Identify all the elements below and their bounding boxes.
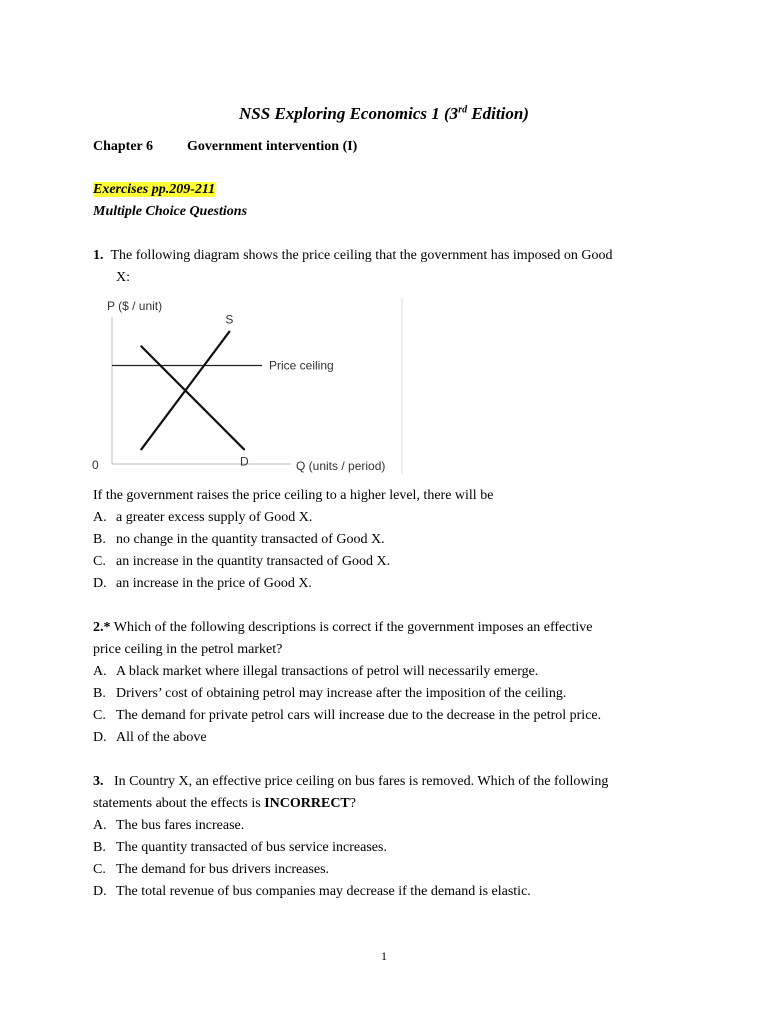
q2-option-b: B. Drivers’ cost of obtaining petrol may increase after the imposition of the ceiling.: [93, 686, 567, 701]
chapter-title: Government intervention (I): [187, 139, 358, 154]
q3-option-c: C. The demand for bus drivers increases.: [93, 862, 330, 877]
q3-option-b: B. The quantity transacted of bus service increases.: [93, 840, 387, 855]
plot-area: [112, 313, 334, 469]
q1-line2: X:: [116, 270, 130, 285]
q1-stem: If the government raises the price ceiling to a higher level, there will be: [93, 488, 494, 503]
exercises-highlight: Exercises pp.209-211: [93, 182, 216, 197]
q2-option-c: C. The demand for private petrol cars will increase due to the decrease in the petrol price.: [93, 708, 602, 723]
title-superscript: rd: [458, 104, 468, 116]
q2-option-a: A. A black market where illegal transactions of petrol will necessarily emerge.: [93, 664, 539, 679]
q2-line1: [93, 620, 592, 636]
q1-option-b: B. no change in the quantity transacted of Good X.: [93, 532, 385, 547]
exercises-heading: [93, 182, 215, 198]
q1-option-c: C. an increase in the quantity transacted of Good X.: [93, 554, 391, 569]
section-heading: Multiple Choice Questions: [93, 204, 248, 219]
q3-line2: statements about the effects is INCORRECT?: [93, 796, 356, 811]
q2-line2: price ceiling in the petrol market?: [93, 642, 283, 657]
y-axis-label: P ($ / unit): [107, 299, 163, 313]
q2-option-d: D. All of the above: [93, 730, 207, 745]
q1-option-a: A. a greater excess supply of Good X.: [93, 510, 313, 525]
chapter-heading: [93, 139, 357, 155]
q1-line1: [93, 248, 612, 264]
document-title: [0, 104, 768, 124]
q3-emphasis: INCORRECT: [264, 796, 350, 811]
origin-label: 0: [92, 458, 99, 472]
chapter-label: Chapter 6: [93, 139, 154, 154]
price-ceiling-chart: [88, 294, 408, 480]
q1-text: The following diagram shows the price ceiling that the government has imposed on Good: [110, 248, 613, 263]
q2-number: 2.*: [93, 620, 111, 635]
q3-option-a: A. The bus fares increase.: [93, 818, 245, 833]
q2-text: Which of the following descriptions is correct if the government imposes an effective: [110, 620, 593, 635]
price-ceiling-label: Price ceiling: [269, 358, 334, 373]
q1-number: 1.: [93, 248, 104, 263]
curve-d: [141, 346, 244, 449]
curve-label-s: S: [225, 312, 234, 327]
q3-option-d: D. The total revenue of bus companies may decrease if the demand is elastic.: [93, 884, 531, 899]
page-number: 1: [381, 949, 387, 963]
curve-label-d: D: [240, 454, 249, 469]
title-main: NSS Exploring Economics 1 (3: [239, 104, 459, 123]
q3-text: In Country X, an effective price ceiling on bus fares is removed. Which of the following: [114, 774, 609, 789]
title-tail: Edition): [467, 104, 529, 123]
x-axis-label: Q (units / period): [296, 459, 386, 473]
q1-option-d: D. an increase in the price of Good X.: [93, 576, 312, 591]
q3-line1: [93, 774, 608, 790]
q3-number: 3.: [93, 774, 104, 789]
